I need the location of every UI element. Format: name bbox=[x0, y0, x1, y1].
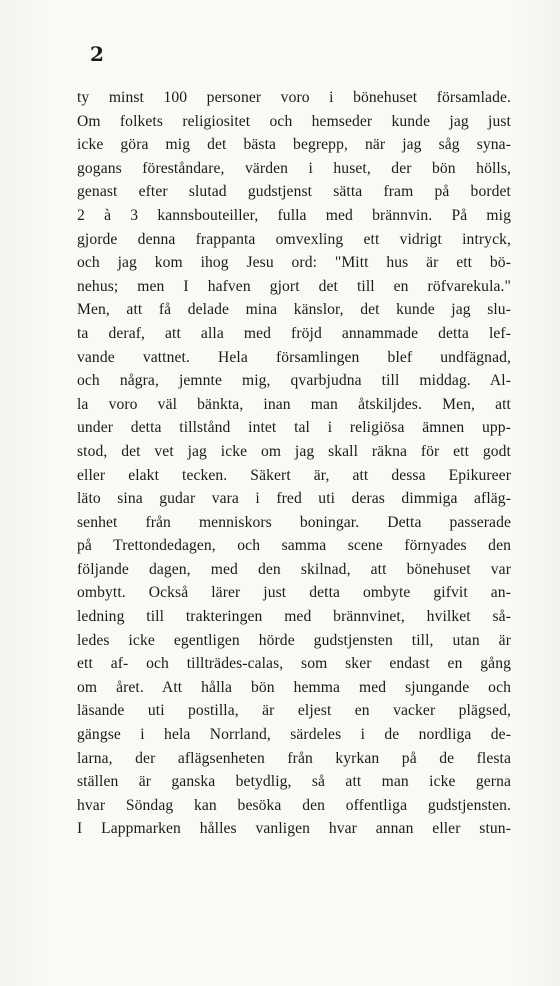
text-line: hvar Söndag kan besöka den offentliga gudstjensten. bbox=[77, 796, 511, 814]
text-line: och jag kom ihog Jesu ord: "Mitt hus är ett bö- bbox=[77, 254, 511, 272]
text-line: gogans föreståndare, värden i huset, der bön hölls, bbox=[77, 159, 511, 177]
text-line: la voro väl bänkta, inan man åtskiljdes. Men, att bbox=[77, 395, 511, 413]
text-line: gjorde denna frappanta omvexling ett vidrigt intryck, bbox=[77, 230, 511, 248]
text-line: på Trettondedagen, och samma scene förnyades den bbox=[77, 537, 511, 555]
text-line: gängse i hela Norrland, särdeles i de nordliga de- bbox=[77, 726, 511, 744]
text-line: larna, der aflägsenheten från kyrkan på de flesta bbox=[77, 749, 511, 767]
text-line: ledning till trakteringen med brännvinet, hvilket så- bbox=[77, 608, 511, 626]
text-line: om året. Att hålla bön hemma med sjungande och bbox=[77, 678, 511, 696]
text-line: genast efter slutad gudstjenst sätta fram på bordet bbox=[77, 183, 511, 201]
text-line: ställen är ganska betydlig, så att man icke gerna bbox=[77, 773, 511, 791]
text-line: Men, att få delade mina känslor, det kunde jag slu- bbox=[77, 301, 511, 319]
text-line: och några, jemnte mig, qvarbjudna till middag. Al- bbox=[77, 372, 511, 390]
page-number: 2 bbox=[90, 42, 104, 66]
text-line: icke göra mig det bästa begrepp, när jag såg syna- bbox=[77, 136, 511, 154]
text-line: 2 à 3 kannsbouteiller, fulla med brännvin. På mig bbox=[77, 206, 511, 224]
text-line: vande vattnet. Hela församlingen blef undfägnad, bbox=[77, 348, 511, 366]
text-line: senhet från menniskors boningar. Detta passerade bbox=[77, 513, 511, 531]
text-line: I Lappmarken hålles vanligen hvar annan eller stun- bbox=[77, 820, 511, 838]
text-line: läto sina gudar vara i fred uti deras dimmiga afläg- bbox=[77, 490, 511, 508]
text-line: följande dagen, med den skilnad, att bönehuset var bbox=[77, 560, 511, 578]
text-line: under detta tillstånd intet tal i religiösa ämnen upp- bbox=[77, 419, 511, 437]
text-line: ta deraf, att alla med fröjd annammade detta lef- bbox=[77, 324, 511, 342]
text-line: ombytt. Också lärer just detta ombyte gifvit an- bbox=[77, 584, 511, 602]
text-line: ty minst 100 personer voro i bönehuset församlade. bbox=[77, 89, 511, 106]
text-line: ett af- och tillträdes-calas, som sker endast en gång bbox=[77, 655, 511, 673]
text-line: ledes icke egentligen hörde gudstjensten till, utan är bbox=[77, 631, 511, 649]
text-line: nehus; men I hafven gjort det till en röfvarekula." bbox=[77, 277, 511, 295]
text-line: eller elakt tecken. Säkert är, att dessa Epikureer bbox=[77, 466, 511, 484]
text-line: stod, det vet jag icke om jag skall räkna för ett godt bbox=[77, 442, 511, 460]
body-text bbox=[77, 86, 511, 841]
text-line: läsande uti postilla, är eljest en vacker plägsed, bbox=[77, 702, 511, 720]
text-line: Om folkets religiositet och hemseder kunde jag just bbox=[77, 112, 511, 130]
